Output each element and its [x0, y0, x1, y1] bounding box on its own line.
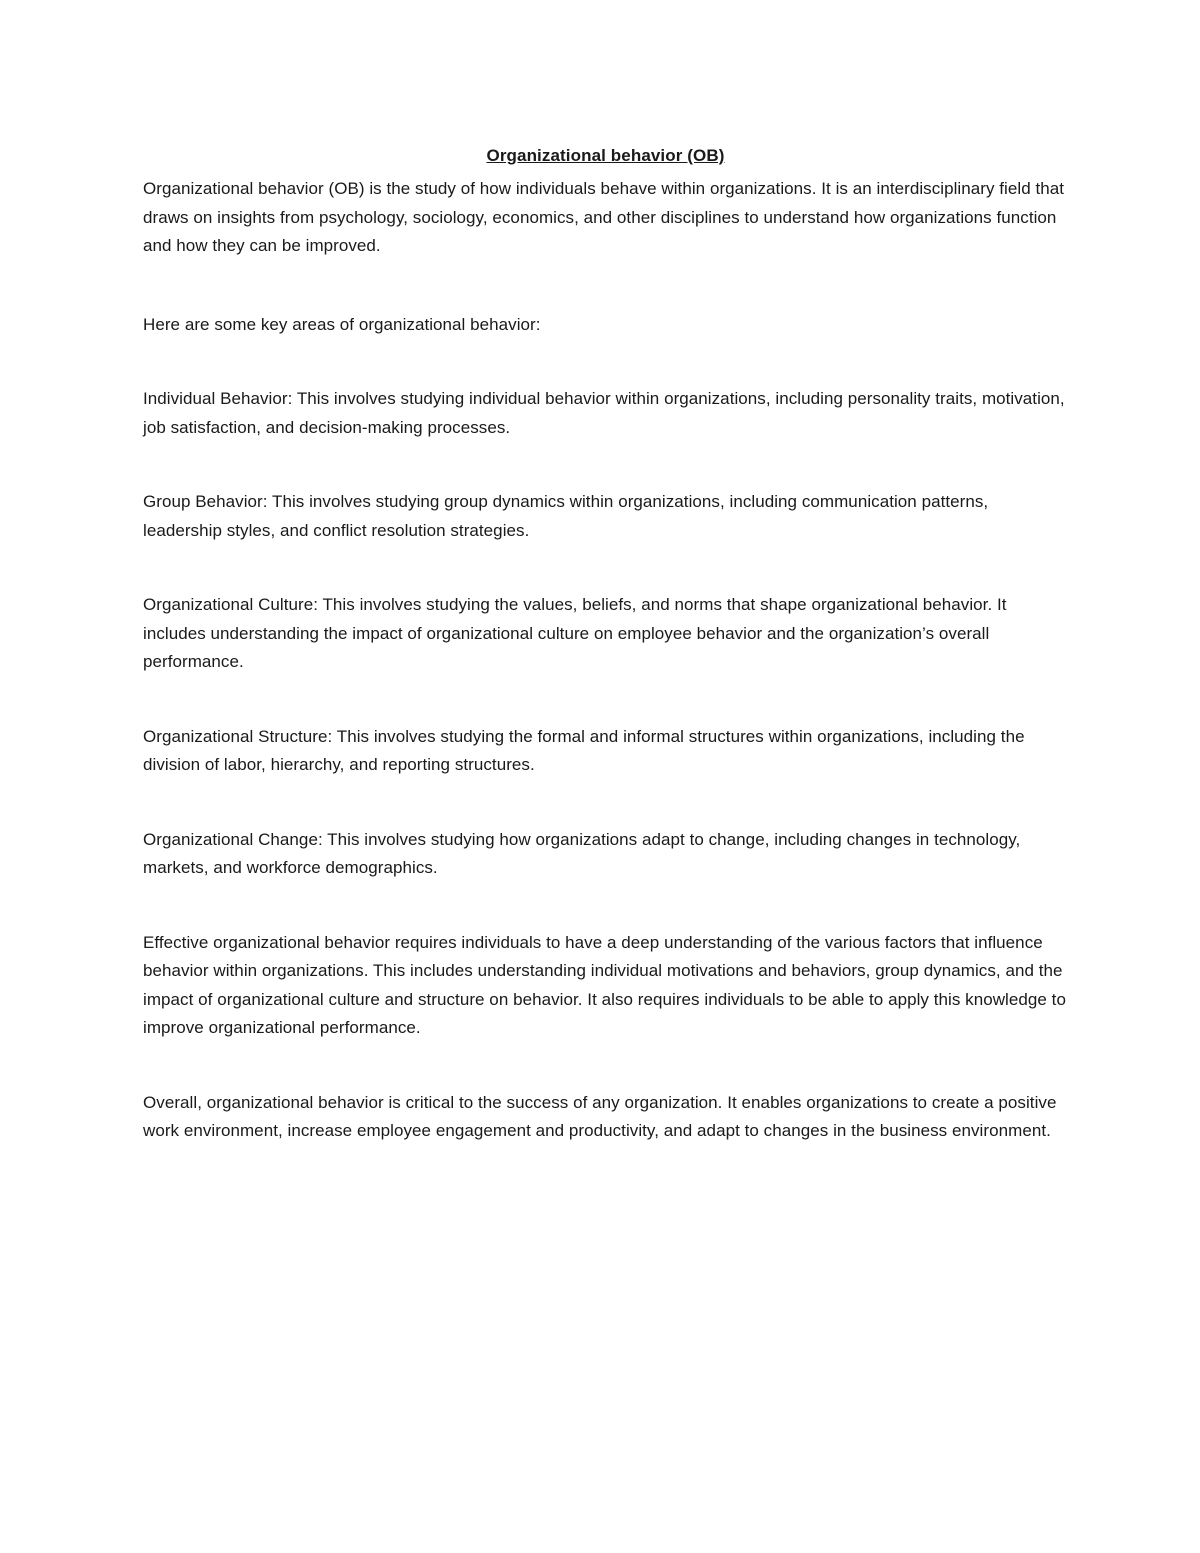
paragraph-organizational-change: Organizational Change: This involves studying how organizations adapt to change, including changes in technology, markets, and workforce demographics.	[143, 829, 1021, 877]
paragraph-overall: Overall, organizational behavior is critical to the success of any organization. It enables organizations to create a positive work environment, increase employee engagement and productivity, and adapt to changes in the business environment.	[143, 1092, 1057, 1140]
paragraph-effective-ob: Effective organizational behavior requires individuals to have a deep understanding of the various factors that influence behavior within organizations. This includes understanding individual motivations and behaviors, group dynamics, and the impact of organizational culture and structure on behavior. It also requires individuals to be able to apply this knowledge to improve organizational performance.	[143, 932, 1066, 1037]
paragraph-organizational-structure: Organizational Structure: This involves studying the formal and informal structures within organizations, including the division of labor, hierarchy, and reporting structures.	[143, 726, 1025, 774]
paragraph-key-areas-lead: Here are some key areas of organizational behavior:	[143, 314, 541, 334]
document-title: Organizational behavior (OB)	[486, 146, 725, 165]
paragraph-individual-behavior: Individual Behavior: This involves studying individual behavior within organizations, including personality traits, motivation, job satisfaction, and decision-making processes.	[143, 389, 1065, 437]
paragraph-intro: Organizational behavior (OB) is the study of how individuals behave within organizations. It is an interdisciplinary field that draws on insights from psychology, sociology, economics, and other disciplines to understand how organizations function and how they can be improved.	[143, 179, 1065, 255]
document-body	[143, 142, 1068, 1146]
paragraph-group-behavior: Group Behavior: This involves studying group dynamics within organizations, including communication patterns, leadership styles, and conflict resolution strategies.	[143, 492, 989, 540]
paragraph-organizational-culture: Organizational Culture: This involves studying the values, beliefs, and norms that shape organizational behavior. It includes understanding the impact of organizational culture on employee behavior and the organization’s overall performance.	[143, 595, 1007, 671]
